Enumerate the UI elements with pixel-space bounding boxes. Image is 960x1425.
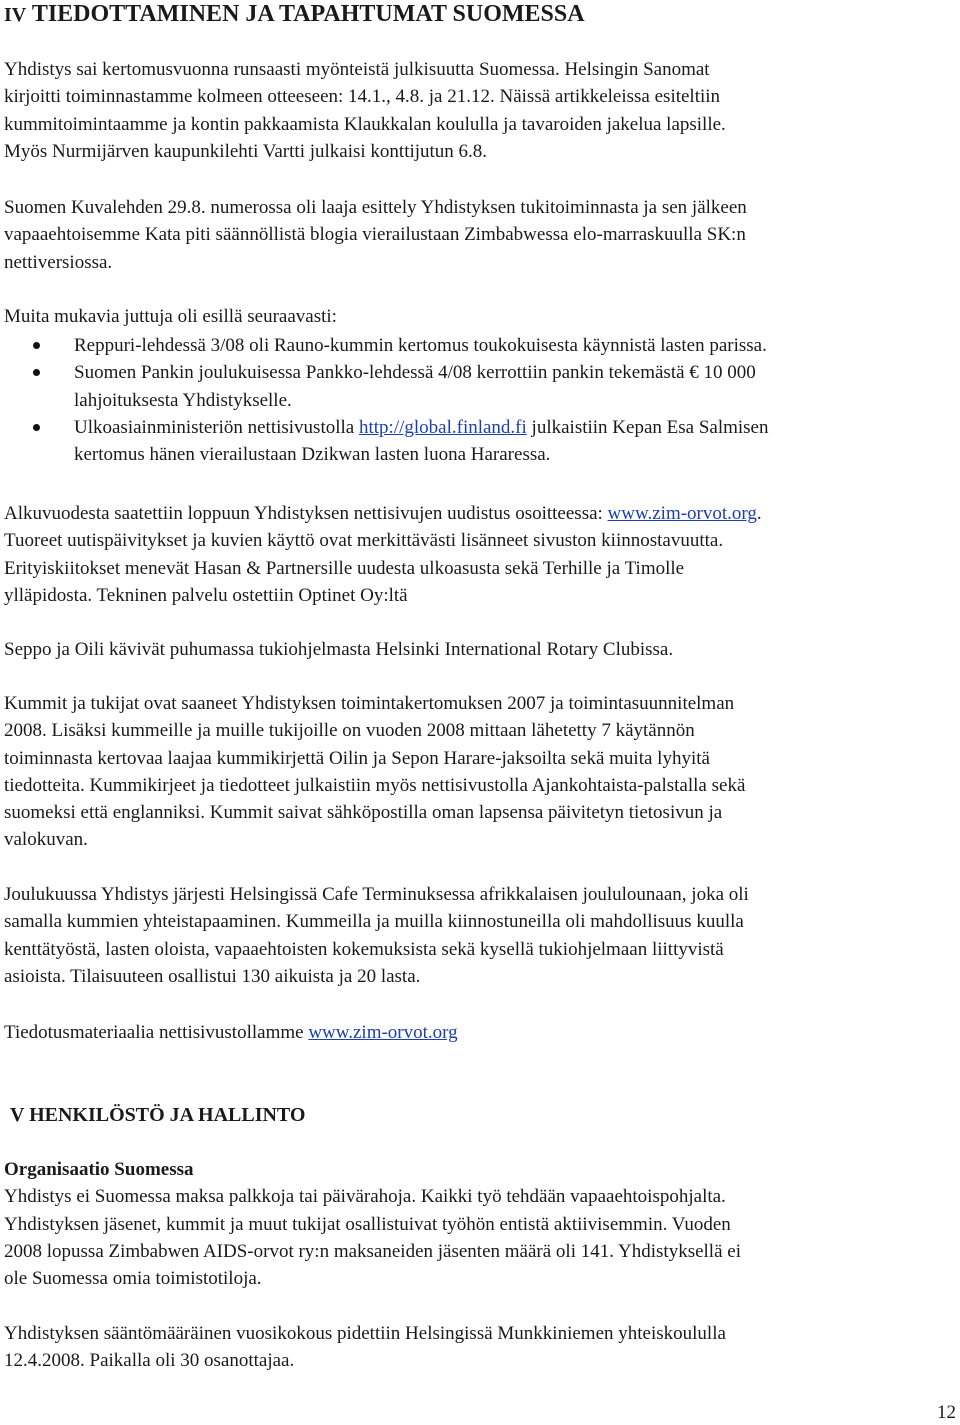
page-number: 12 — [937, 1402, 956, 1423]
section-title: TIEDOTTAMINEN JA TAPAHTUMAT SUOMESSA — [31, 1, 585, 27]
global-finland-link[interactable]: http://global.finland.fi — [358, 416, 527, 438]
paragraph-christmas-lunch — [4, 881, 940, 990]
text-line — [74, 414, 944, 441]
bullet-list — [4, 332, 944, 468]
text-segment: Tiedotusmateriaalia nettisivustollamme — [4, 1022, 309, 1043]
section-heading-iv — [4, 0, 585, 29]
zim-orvot-link[interactable]: www.zim-orvot.org — [308, 1022, 458, 1043]
section-heading-v: V HENKILÖSTÖ JA HALLINTO — [10, 1104, 306, 1126]
zim-orvot-link[interactable]: www.zim-orvot.org — [607, 503, 757, 524]
text-line: Seppo ja Oili kävivät puhumassa tukiohjelmasta Helsinki International Rotary Clubissa. — [4, 639, 674, 660]
list-item — [4, 359, 944, 414]
text-line: Reppuri-lehdessä 3/08 oli Rauno-kummin kertomus toukokuisesta käynnistä lasten parissa. — [74, 335, 767, 356]
text-line: ylläpidosta. Tekninen palvelu ostettiin Optinet Oy:ltä — [4, 584, 408, 606]
text-line: nettiversiossa. — [4, 251, 113, 273]
text-line: Myös Nurmijärven kaupunkilehti Vartti julkaisi konttijutun 6.8. — [4, 140, 488, 162]
text-line: vapaaehtoisemme Kata piti säännöllistä blogia vierailustaan Zimbabwessa elo-marraskuulla SK:n — [4, 224, 746, 246]
text-line: Joulukuussa Yhdistys järjesti Helsingissä Cafe Terminuksessa afrikkalaisen joululounaan, joka oli — [4, 884, 749, 905]
text-line: Suomen Pankin joulukuisessa Pankko-lehdessä 4/08 kerrottiin pankin tekemästä € 10 000 — [74, 362, 756, 384]
paragraph-materials — [4, 1019, 940, 1046]
bullet-icon — [33, 424, 40, 431]
paragraph-annual-meeting — [4, 1320, 940, 1375]
paragraph-website-renewal — [4, 500, 940, 609]
paragraph-kuvalehti — [4, 194, 940, 276]
text-line: 12.4.2008. Paikalla oli 30 osanottajaa. — [4, 1350, 295, 1372]
text-line: 2008 lopussa Zimbabwen AIDS-orvot ry:n maksaneiden jäsenten määrä oli 141. Yhdistyksellä ei — [4, 1240, 741, 1262]
text-line: kenttätyöstä, lasten oloista, vapaaehtoisten kokemuksista sekä kysellä tukiohjelmaan liittyvistä — [4, 938, 724, 960]
text-line: Kummit ja tukijat ovat saaneet Yhdistyksen toimintakertomuksen 2007 ja toimintasuunnitelman — [4, 693, 735, 714]
paragraph-organisation — [4, 1156, 940, 1292]
text-line: toiminnasta kertovaa laajaa kummikirjettä Oilin ja Sepon Harare-jaksoilta sekä muita lyhyitä — [4, 747, 710, 769]
text-line: valokuvan. — [4, 829, 88, 851]
text-line — [4, 500, 940, 527]
paragraph-sponsor-letters — [4, 690, 940, 854]
text-line: Tuoreet uutispäivitykset ja kuvien käyttö ovat merkittävästi lisänneet sivuston kiinnostavuutta. — [4, 530, 724, 552]
list-item — [4, 332, 944, 359]
text-line: kummitoimintaamme ja kontin pakkaamista Klaukkalan koululla ja tavaroiden jakelua lapsille. — [4, 113, 726, 135]
paragraph-rotary — [4, 636, 940, 663]
text-line: tiedotteita. Kummikirjeet ja tiedotteet julkaistiin myös nettisivustolla Ajankohtaista-palstalla sekä — [4, 774, 746, 796]
text-segment: julkaistiin Kepan Esa Salmisen — [526, 416, 769, 438]
bullet-icon — [33, 342, 40, 349]
text-line: samalla kummien yhteistapaaminen. Kummeilla ja muilla kiinnostuneilla oli mahdollisuus kuulla — [4, 911, 744, 933]
subsection-heading: Organisaatio Suomessa — [4, 1159, 194, 1180]
paragraph-media-coverage — [4, 56, 940, 165]
text-line: lahjoituksesta Yhdistykselle. — [74, 389, 292, 411]
text-line — [4, 1019, 940, 1046]
text-segment: . — [756, 503, 762, 524]
section-number: IV — [4, 4, 27, 26]
text-line: kirjoitti toiminnastamme kolmeen otteeseen: 14.1., 4.8. ja 21.12. Näissä artikkeleissa esiteltiin — [4, 86, 721, 108]
paragraph-other-stories-intro — [4, 303, 940, 330]
text-line: ole Suomessa omia toimistotiloja. — [4, 1268, 262, 1290]
text-line: kertomus hänen vierailustaan Dzikwan lasten luona Hararessa. — [74, 444, 551, 466]
text-line: Erityiskiitokset menevät Hasan & Partnersille uudesta ulkoasusta sekä Terhille ja Timolle — [4, 557, 685, 579]
text-line: suomeksi että englanniksi. Kummit saivat sähköpostilla oman lapsensa päivitetyn tietosivun ja — [4, 802, 723, 824]
text-line: 2008. Lisäksi kummeille ja muille tukijoille on vuoden 2008 mittaan lähetetty 7 käytännön — [4, 720, 695, 742]
text-line: Yhdistys sai kertomusvuonna runsaasti myönteistä julkisuutta Suomessa. Helsingin Sanomat — [4, 59, 710, 80]
text-segment: Ulkoasiainministeriön nettisivustolla — [74, 416, 359, 438]
text-line: Yhdistys ei Suomessa maksa palkkoja tai päivärahoja. Kaikki työ tehdään vapaaehtoispohjalta. — [4, 1186, 726, 1208]
text-line: asioista. Tilaisuuteen osallistui 130 aikuista ja 20 lasta. — [4, 965, 421, 987]
text-line: Muita mukavia juttuja oli esillä seuraavasti: — [4, 306, 337, 327]
text-line: Suomen Kuvalehden 29.8. numerossa oli laaja esittely Yhdistyksen tukitoiminnasta ja sen jälkeen — [4, 197, 747, 218]
text-segment: Alkuvuodesta saatettiin loppuun Yhdistyksen nettisivujen uudistus osoitteessa: — [4, 503, 608, 524]
list-item — [4, 414, 944, 469]
text-line: Yhdistyksen sääntömääräinen vuosikokous pidettiin Helsingissä Munkkiniemen yhteiskoululla — [4, 1323, 726, 1344]
text-line: Yhdistyksen jäsenet, kummit ja muut tukijat osallistuivat työhön entistä aktiivisemmin. Vuoden — [4, 1213, 731, 1235]
bullet-icon — [33, 369, 40, 376]
